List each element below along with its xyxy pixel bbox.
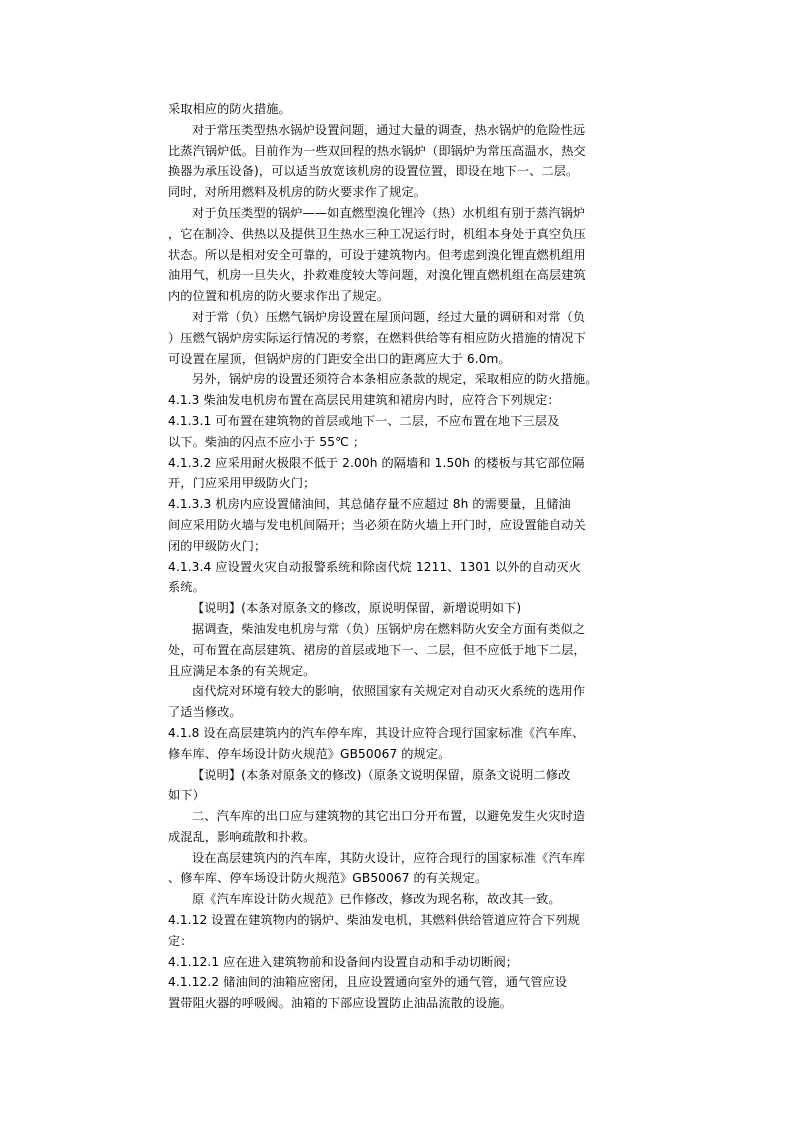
text-line: 对于常（负）压燃气锅炉房设置在屋顶问题，经过大量的调研和对常（负: [192, 309, 586, 324]
text-line: 对于常压类型热水锅炉设置问题，通过大量的调查，热水锅炉的危险性远: [192, 122, 586, 137]
text-line: 了适当修改。: [168, 705, 242, 720]
text-line: 定：: [168, 933, 193, 948]
text-line: 另外，锅炉房的设置还须符合本条相应条款的规定，采取相应的防火措施。: [192, 372, 598, 387]
text-line: 换器为承压设备)，可以适当放宽该机房的设置位置，即设在地下一、二层。: [168, 164, 579, 179]
text-line: 4.1.12.1 应在进入建筑物前和设备间内设置自动和手动切断阀；: [168, 954, 519, 969]
text-line: 状态。所以是相对安全可靠的，可设于建筑物内。但考虑到溴化锂直燃机组用: [168, 247, 586, 262]
text-line: 、修车库、停车场设计防火规范》GB50067 的有关规定。: [168, 871, 488, 886]
text-line: 4.1.8 设在高层建筑内的汽车停车库，其设计应符合现行国家标准《汽车库、: [168, 725, 585, 740]
text-line: 4.1.3 柴油发电机房布置在高层民用建筑和裙房内时，应符合下列规定：: [168, 393, 560, 408]
text-line: 采取相应的防火措施。: [168, 102, 291, 116]
text-line: 4.1.3.3 机房内应设置储油间，其总储存量不应超过 8h 的需要量，且储油: [168, 497, 571, 512]
text-line: 成混乱，影响疏散和扑救。: [168, 829, 316, 844]
text-line: 卤代烷对环境有较大的影响，依照国家有关规定对自动灭火系统的选用作: [192, 684, 586, 699]
text-line: 可设置在屋顶，但锅炉房的门距安全出口的距离应大于 6.0m。: [168, 351, 511, 366]
text-line: 同时，对所用燃料及机房的防火要求作了规定。: [168, 185, 427, 200]
text-line: ，它在制冷、供热以及提供卫生热水三种工况运行时，机组本身处于真空负压: [168, 226, 586, 241]
text-line: 4.1.12.2 储油间的油箱应密闭，且应设置通向室外的通气管，通气管应设: [168, 975, 568, 990]
text-line: 如下）: [168, 788, 205, 803]
text-line: 设在高层建筑内的汽车库，其防火设计，应符合现行的国家标准《汽车库: [192, 850, 586, 865]
text-line: 内的位置和机房的防火要求作出了规定。: [168, 289, 390, 304]
text-line: 【说明】(本条对原条文的修改，原说明保留，新增说明如下): [192, 601, 522, 616]
text-line: 间应采用防火墙与发电机间隔开；当必须在防火墙上开门时，应设置能自动关: [168, 517, 586, 532]
text-line: 以下。柴油的闪点不应小于 55℃ ；: [168, 434, 366, 449]
document-body: [168, 99, 598, 1014]
text-line: 修车库、停车场设计防火规范》GB50067 的规定。: [168, 746, 451, 761]
text-line: 系统。: [168, 580, 205, 595]
text-line: 据调查，柴油发电机房与常（负）压锅炉房在燃料防火安全方面有类似之: [192, 621, 586, 636]
text-line: 4.1.3.1 可布置在建筑物的首层或地下一、二层，不应布置在地下三层及: [168, 413, 560, 428]
text-line: ）压燃气锅炉房实际运行情况的考察，在燃料供给等有相应防火措施的情况下: [168, 330, 586, 345]
text-line: 且应满足本条的有关规定。: [168, 663, 316, 678]
text-line: 闭的甲级防火门；: [168, 538, 267, 553]
text-line: 开，门应采用甲级防火门；: [168, 476, 316, 491]
text-line: 置带阻火器的呼吸阀。油箱的下部应设置防止油品流散的设施。: [168, 996, 513, 1011]
text-line: 处，可布置在高层建筑、裙房的首层或地下一、二层，但不应低于地下二层，: [168, 642, 586, 657]
text-line: 油用气，机房一旦失火，扑救难度较大等问题，对溴化锂直燃机组在高层建筑: [168, 268, 586, 283]
text-line: 对于负压类型的锅炉——如直燃型溴化锂冷（热）水机组有别于蒸汽锅炉: [192, 205, 586, 220]
text-line: 【说明】(本条对原条文的修改)（原条文说明保留，原条文说明二修改: [192, 767, 571, 782]
text-line: 4.1.3.4 应设置火灾自动报警系统和除卤代烷 1211、1301 以外的自动灭火: [168, 559, 581, 574]
text-line: 4.1.3.2 应采用耐火极限不低于 2.00h 的隔墙和 1.50h 的楼板与其它部位隔: [168, 455, 585, 470]
text-line: 二、汽车库的出口应与建筑物的其它出口分开布置，以避免发生火灾时造: [192, 809, 586, 824]
text-line: 4.1.12 设置在建筑物内的锅炉、柴油发电机，其燃料供给管道应符合下列规: [168, 913, 580, 928]
text-line: 原《汽车库设计防火规范》已作修改，修改为现名称，故改其一致。: [192, 892, 561, 907]
text-line: 比蒸汽锅炉低。目前作为一些双回程的热水锅炉（即锅炉为常压高温水，热交: [168, 143, 586, 158]
